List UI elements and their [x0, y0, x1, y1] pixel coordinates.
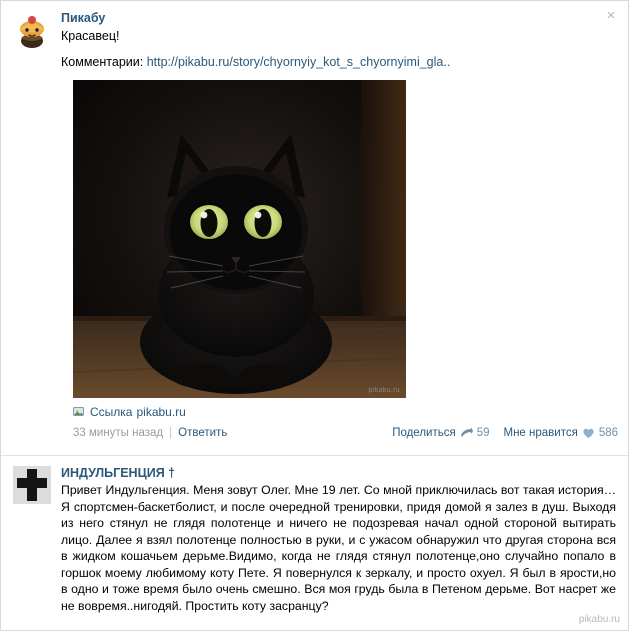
photo-link-url[interactable]: pikabu.ru	[136, 405, 186, 419]
comments-label: Комментарии:	[61, 55, 144, 69]
like-label: Мне нравится	[503, 427, 578, 439]
photo-link-label: Ссылка	[90, 405, 133, 419]
site-watermark: pikabu.ru	[578, 614, 620, 625]
post-photo[interactable]	[73, 80, 406, 398]
post-meta-row	[73, 427, 618, 439]
share-label: Поделиться	[392, 427, 456, 439]
post-container	[1, 1, 628, 445]
link-icon	[73, 406, 85, 418]
photo-block	[73, 80, 406, 419]
photo-source-row	[73, 405, 406, 419]
post-meta-right	[392, 427, 618, 439]
like-button[interactable]	[504, 427, 619, 439]
post-author-link[interactable]: Пикабу	[61, 11, 106, 25]
like-count: 586	[598, 427, 618, 439]
post-timestamp: 33 минуты назад	[73, 427, 164, 439]
comment-text: Привет Индульгенция. Меня зовут Олег. Мне 19 лет. Со мной приключилась вот такая история… Я спортсмен-баскетболист, и после очередной тренировки, придя домой я залез в душ. Выходя из него стянул не глядя полотенце и ничего не подозревая начал одной стороной вытирать лицо. Далее я взял полотенце полностью в руки, и с ужасом обнаружил что другая сторона вся в жидком кошачьем дерьме.Видимо, когда не глядя стянул полотенце,оно случайно попало в горшок моему любимому коту Пете. Я повернулся к зеркалу, и просто охуел. Я был в ярости,но в одно и тоже время было очень смешно. Вся моя грудь была в Петеном дерьме. Вот насрет же не вовремя..нигодяй. Простить коту засранцу?	[61, 483, 616, 613]
post-comments-line	[61, 54, 616, 70]
share-button[interactable]	[392, 427, 489, 439]
photo-watermark: pikabu.ru	[368, 387, 400, 394]
reply-button[interactable]: Ответить	[178, 427, 228, 439]
post-body	[61, 7, 616, 70]
post-header	[13, 7, 616, 70]
heart-icon	[582, 427, 595, 439]
post-meta-left	[73, 427, 227, 439]
share-count: 59	[476, 427, 490, 439]
comments-url-link[interactable]: http://pikabu.ru/story/chyornyiy_kot_s_chyornyimi_gla..	[146, 55, 451, 69]
share-arrow-icon	[460, 427, 473, 439]
comment-container	[1, 456, 628, 626]
comment-author-link[interactable]: ИНДУЛЬГЕНЦИЯ †	[61, 466, 176, 480]
close-icon[interactable]: ×	[606, 7, 616, 24]
meta-separator: |	[169, 427, 173, 439]
comment-body	[61, 466, 616, 614]
post-text: Красавец!	[61, 29, 120, 43]
pikabu-avatar-icon[interactable]	[13, 11, 51, 49]
cross-avatar-icon[interactable]	[13, 466, 51, 504]
